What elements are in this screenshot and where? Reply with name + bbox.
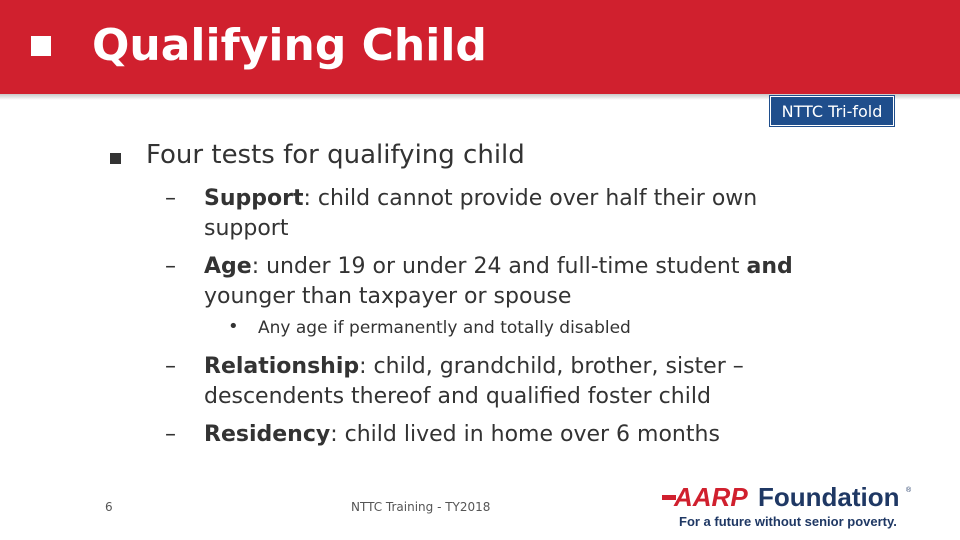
svg-text:AARP: AARP — [674, 482, 748, 512]
title-square-bullet-icon — [31, 36, 51, 56]
dash-bullet-icon: – — [165, 354, 176, 379]
age-text-before: : under 19 or under 24 and full-time student — [251, 254, 747, 279]
main-bullet-text: Four tests for qualifying child — [146, 140, 525, 170]
slide-number: 6 — [105, 500, 113, 514]
footer-text: NTTC Training - TY2018 — [351, 500, 491, 514]
support-item — [204, 184, 844, 244]
support-text: : child cannot provide over half their own support — [204, 186, 758, 241]
aarp-foundation-logo — [662, 482, 920, 532]
dash-bullet-icon: – — [165, 186, 176, 211]
age-subbullet-text: Any age if permanently and totally disabled — [258, 318, 631, 338]
age-term: Age — [204, 254, 252, 279]
residency-term: Residency — [204, 422, 331, 447]
relationship-item — [204, 352, 844, 412]
dash-bullet-icon: – — [165, 254, 176, 279]
relationship-term: Relationship — [204, 354, 360, 379]
residency-text: : child lived in home over 6 months — [330, 422, 720, 447]
age-item — [204, 252, 844, 312]
aarp-logo-mark-icon — [662, 482, 912, 529]
nttc-trifold-badge: NTTC Tri-fold — [770, 96, 894, 126]
svg-text:®: ® — [906, 487, 912, 494]
relationship-text: : child, grandchild, brother, sister – descendents thereof and qualified foster child — [204, 354, 744, 409]
dot-bullet-icon: • — [228, 316, 239, 337]
square-bullet-icon — [110, 153, 121, 164]
dash-bullet-icon: – — [165, 422, 176, 447]
slide-title: Qualifying Child — [92, 20, 487, 71]
support-term: Support — [204, 186, 304, 211]
svg-text:Foundation: Foundation — [758, 482, 900, 512]
age-text-after: younger than taxpayer or spouse — [204, 284, 572, 309]
age-emphasis: and — [746, 254, 793, 279]
residency-item — [204, 420, 844, 450]
svg-text:For a future without senior po: For a future without senior poverty. — [679, 514, 897, 529]
